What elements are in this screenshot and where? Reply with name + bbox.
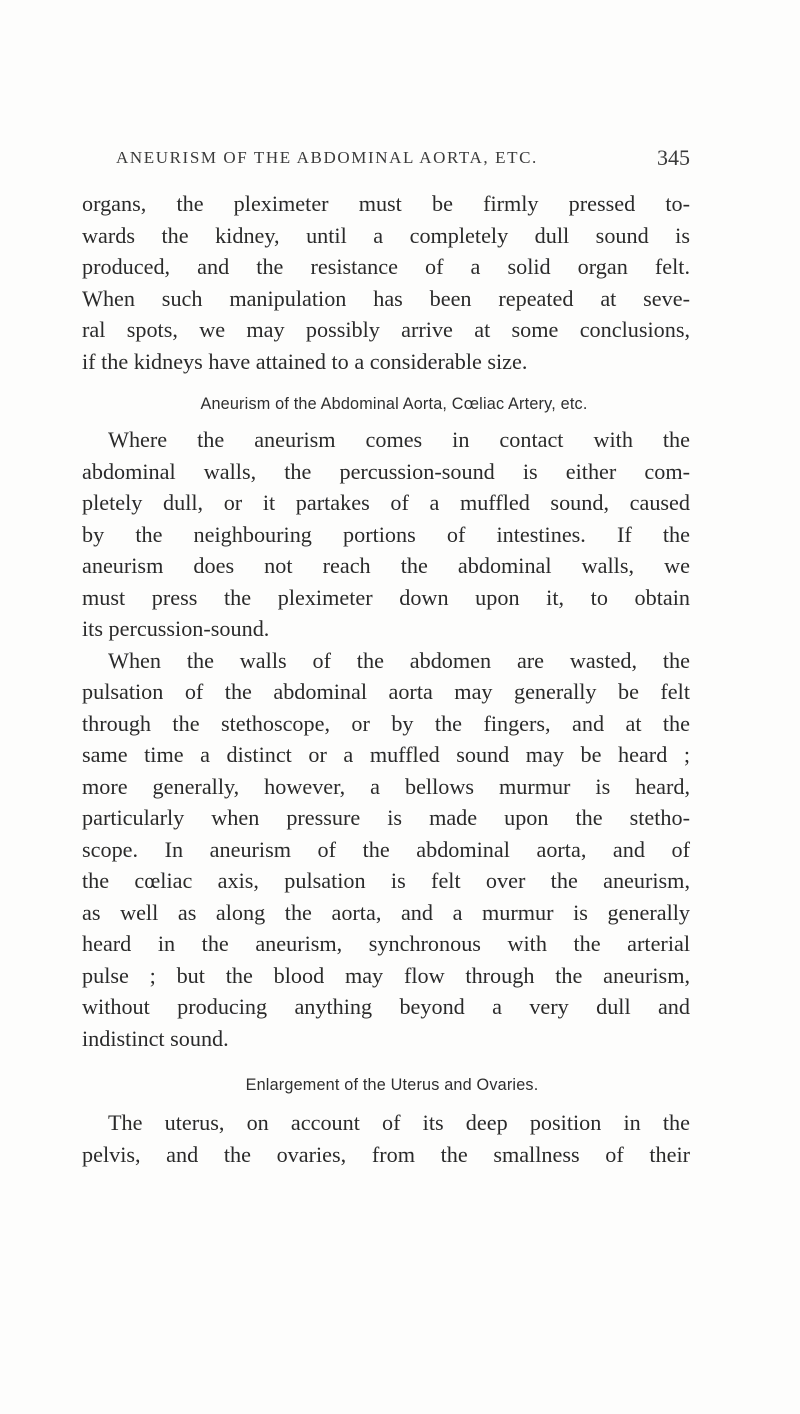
text-line: wards the kidney, until a completely dull sound is <box>82 222 690 248</box>
text-line: The uterus, on account of its deep position in the <box>108 1110 690 1135</box>
text-line: its percussion-sound. <box>82 616 270 641</box>
text-line: organs, the pleximeter must be firmly pressed to- <box>82 191 690 216</box>
page-number: 345 <box>657 145 690 170</box>
running-title: ANEURISM OF THE ABDOMINAL AORTA, ETC. <box>116 148 538 167</box>
text-line: pulsation of the abdominal aorta may generally be felt <box>82 679 690 704</box>
running-head <box>116 145 690 174</box>
text-line: the cœliac axis, pulsation is felt over the aneurism, <box>82 868 690 893</box>
section-heading-aneurism: Aneurism of the Abdominal Aorta, Cœliac Artery, etc. <box>200 395 588 413</box>
text-line: aneurism does not reach the abdominal walls, we <box>82 553 690 578</box>
paragraph-kidney-percussion <box>82 188 690 377</box>
text-line: produced, and the resistance of a solid organ felt. <box>82 254 690 279</box>
text-line: Where the aneurism comes in contact with the <box>108 427 690 452</box>
text-line: if the kidneys have attained to a considerable size. <box>82 348 528 374</box>
text-line: must press the pleximeter down upon it, to obtain <box>82 584 690 610</box>
section-heading-uterus: Enlargement of the Uterus and Ovaries. <box>245 1076 539 1094</box>
text-line: pulse ; but the blood may flow through the aneurism, <box>82 962 690 988</box>
text-line: pelvis, and the ovaries, from the smallness of their <box>82 1141 690 1167</box>
text-line: abdominal walls, the percussion-sound is either com- <box>82 458 690 484</box>
text-line: indistinct sound. <box>82 1025 229 1051</box>
text-line: more generally, however, a bellows murmur is heard, <box>82 773 690 799</box>
text-line: When the walls of the abdomen are wasted, the <box>108 647 690 673</box>
paragraph-uterus-ovaries <box>82 1107 690 1170</box>
text-line: through the stethoscope, or by the fingers, and at the <box>82 710 690 736</box>
body-text <box>82 188 690 1170</box>
text-line: particularly when pressure is made upon the stetho- <box>82 805 690 830</box>
text-line: without producing anything beyond a very dull and <box>82 994 690 1019</box>
paragraph-aneurism-percussion <box>82 424 690 645</box>
text-line: When such manipulation has been repeated at seve- <box>82 285 690 311</box>
text-line: heard in the aneurism, synchronous with the arterial <box>82 931 690 956</box>
paragraph-aneurism-pulsation <box>82 645 690 1055</box>
text-line: as well as along the aorta, and a murmur is generally <box>82 899 690 925</box>
text-line: scope. In aneurism of the abdominal aorta, and of <box>82 836 690 862</box>
text-line: same time a distinct or a muffled sound may be heard ; <box>82 742 690 767</box>
text-line: by the neighbouring portions of intestines. If the <box>82 521 690 547</box>
text-line: ral spots, we may possibly arrive at some conclusions, <box>82 317 690 342</box>
text-line: pletely dull, or it partakes of a muffled sound, caused <box>82 490 690 515</box>
